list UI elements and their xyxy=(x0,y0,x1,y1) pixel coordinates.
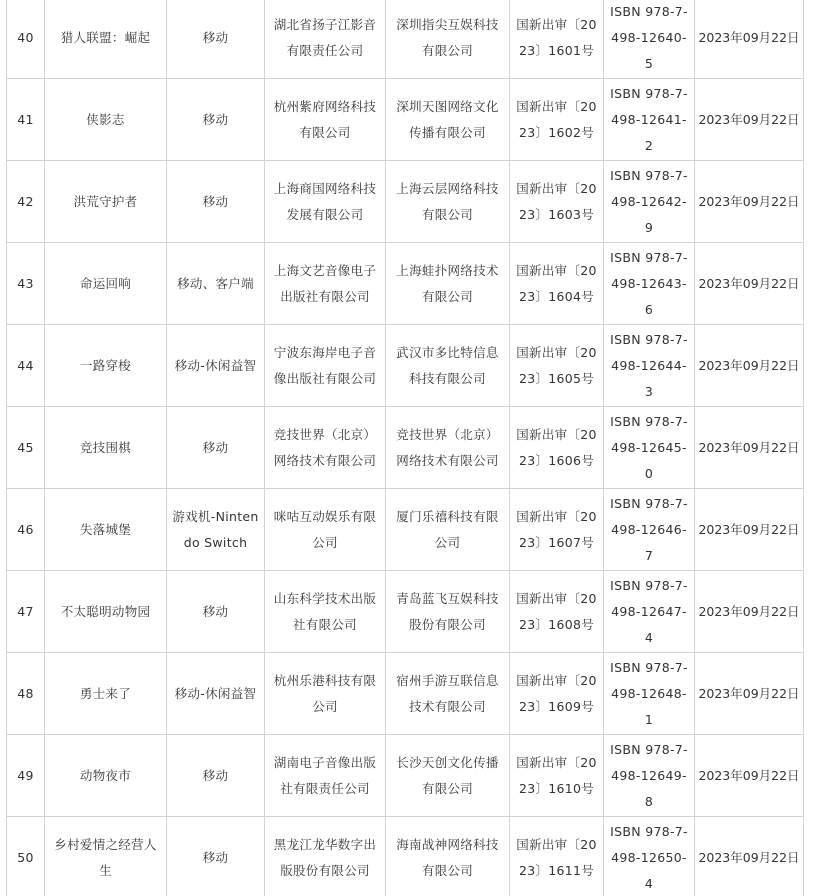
platform: 移动-休闲益智 xyxy=(167,325,265,407)
approval-date: 2023年09月22日 xyxy=(695,325,804,407)
publisher: 宁波东海岸电子音像出版社有限公司 xyxy=(265,325,386,407)
approval-date: 2023年09月22日 xyxy=(695,653,804,735)
isbn: ISBN 978-7-498-12649-8 xyxy=(604,735,695,817)
approval-date: 2023年09月22日 xyxy=(695,489,804,571)
publisher: 杭州乐港科技有限公司 xyxy=(265,653,386,735)
approval-number: 国新出审〔2023〕1606号 xyxy=(510,407,604,489)
isbn: ISBN 978-7-498-12641-2 xyxy=(604,79,695,161)
table-row xyxy=(7,79,804,161)
game-title: 命运回响 xyxy=(45,243,167,325)
table-row xyxy=(7,407,804,489)
operator: 深圳指尖互娱科技有限公司 xyxy=(386,0,510,79)
row-number: 49 xyxy=(7,735,45,817)
operator: 长沙天创文化传播有限公司 xyxy=(386,735,510,817)
isbn: ISBN 978-7-498-12648-1 xyxy=(604,653,695,735)
platform: 移动 xyxy=(167,735,265,817)
operator: 宿州手游互联信息技术有限公司 xyxy=(386,653,510,735)
approval-date: 2023年09月22日 xyxy=(695,161,804,243)
table-row xyxy=(7,653,804,735)
game-title: 失落城堡 xyxy=(45,489,167,571)
row-number: 41 xyxy=(7,79,45,161)
table-row xyxy=(7,817,804,896)
isbn: ISBN 978-7-498-12650-4 xyxy=(604,817,695,896)
operator: 海南战神网络科技有限公司 xyxy=(386,817,510,896)
row-number: 50 xyxy=(7,817,45,896)
platform: 移动 xyxy=(167,571,265,653)
publisher: 咪咕互动娱乐有限公司 xyxy=(265,489,386,571)
isbn: ISBN 978-7-498-12643-6 xyxy=(604,243,695,325)
approval-number: 国新出审〔2023〕1605号 xyxy=(510,325,604,407)
platform: 移动 xyxy=(167,161,265,243)
approval-number: 国新出审〔2023〕1609号 xyxy=(510,653,604,735)
game-title: 侠影志 xyxy=(45,79,167,161)
row-number: 47 xyxy=(7,571,45,653)
isbn: ISBN 978-7-498-12642-9 xyxy=(604,161,695,243)
row-number: 40 xyxy=(7,0,45,79)
approval-number: 国新出审〔2023〕1604号 xyxy=(510,243,604,325)
publisher: 竞技世界（北京）网络技术有限公司 xyxy=(265,407,386,489)
approval-number: 国新出审〔2023〕1608号 xyxy=(510,571,604,653)
table-row xyxy=(7,735,804,817)
platform: 移动 xyxy=(167,0,265,79)
game-title: 勇士来了 xyxy=(45,653,167,735)
isbn: ISBN 978-7-498-12647-4 xyxy=(604,571,695,653)
approval-date: 2023年09月22日 xyxy=(695,571,804,653)
table-row xyxy=(7,0,804,79)
approval-number: 国新出审〔2023〕1601号 xyxy=(510,0,604,79)
approval-number: 国新出审〔2023〕1611号 xyxy=(510,817,604,896)
publisher: 黑龙江龙华数字出版股份有限公司 xyxy=(265,817,386,896)
publisher: 湖南电子音像出版社有限责任公司 xyxy=(265,735,386,817)
publisher: 上海商国网络科技发展有限公司 xyxy=(265,161,386,243)
platform: 移动 xyxy=(167,407,265,489)
publisher: 湖北省扬子江影音有限责任公司 xyxy=(265,0,386,79)
platform: 移动 xyxy=(167,79,265,161)
platform: 游戏机-Nintendo Switch xyxy=(167,489,265,571)
row-number: 46 xyxy=(7,489,45,571)
table-row xyxy=(7,489,804,571)
game-title: 洪荒守护者 xyxy=(45,161,167,243)
isbn: ISBN 978-7-498-12644-3 xyxy=(604,325,695,407)
approval-date: 2023年09月22日 xyxy=(695,243,804,325)
operator: 武汉市多比特信息科技有限公司 xyxy=(386,325,510,407)
row-number: 43 xyxy=(7,243,45,325)
isbn: ISBN 978-7-498-12640-5 xyxy=(604,0,695,79)
game-title: 竞技围棋 xyxy=(45,407,167,489)
table-row xyxy=(7,325,804,407)
approval-date: 2023年09月22日 xyxy=(695,0,804,79)
approval-number: 国新出审〔2023〕1602号 xyxy=(510,79,604,161)
operator: 上海蛙扑网络技术有限公司 xyxy=(386,243,510,325)
row-number: 48 xyxy=(7,653,45,735)
game-title: 一路穿梭 xyxy=(45,325,167,407)
game-approval-table xyxy=(6,0,804,896)
table-row xyxy=(7,161,804,243)
table-body xyxy=(7,0,804,896)
isbn: ISBN 978-7-498-12646-7 xyxy=(604,489,695,571)
game-title: 动物夜市 xyxy=(45,735,167,817)
row-number: 44 xyxy=(7,325,45,407)
platform: 移动、客户端 xyxy=(167,243,265,325)
approval-date: 2023年09月22日 xyxy=(695,79,804,161)
approval-date: 2023年09月22日 xyxy=(695,735,804,817)
operator: 青岛蓝飞互娱科技股份有限公司 xyxy=(386,571,510,653)
approval-date: 2023年09月22日 xyxy=(695,817,804,896)
publisher: 上海文艺音像电子出版社有限公司 xyxy=(265,243,386,325)
platform: 移动 xyxy=(167,817,265,896)
publisher: 山东科学技术出版社有限公司 xyxy=(265,571,386,653)
approval-date: 2023年09月22日 xyxy=(695,407,804,489)
game-title: 乡村爱情之经营人生 xyxy=(45,817,167,896)
publisher: 杭州紫府网络科技有限公司 xyxy=(265,79,386,161)
platform: 移动-休闲益智 xyxy=(167,653,265,735)
table-row xyxy=(7,571,804,653)
isbn: ISBN 978-7-498-12645-0 xyxy=(604,407,695,489)
game-title: 不太聪明动物园 xyxy=(45,571,167,653)
row-number: 42 xyxy=(7,161,45,243)
operator: 上海云层网络科技有限公司 xyxy=(386,161,510,243)
approval-number: 国新出审〔2023〕1607号 xyxy=(510,489,604,571)
operator: 厦门乐禧科技有限公司 xyxy=(386,489,510,571)
game-title: 猎人联盟：崛起 xyxy=(45,0,167,79)
table-row xyxy=(7,243,804,325)
approval-number: 国新出审〔2023〕1603号 xyxy=(510,161,604,243)
row-number: 45 xyxy=(7,407,45,489)
approval-number: 国新出审〔2023〕1610号 xyxy=(510,735,604,817)
operator: 竞技世界（北京）网络技术有限公司 xyxy=(386,407,510,489)
operator: 深圳天图网络文化传播有限公司 xyxy=(386,79,510,161)
